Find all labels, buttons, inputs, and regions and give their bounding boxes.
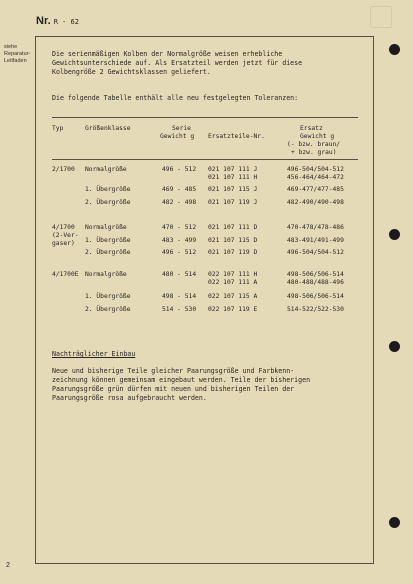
note-line: zeichnung können gemeinsam eingebaut werden. Teile der bisherigen xyxy=(52,376,311,384)
cell-serie-gewicht: 498 - 514 xyxy=(162,293,197,300)
side-reference-note xyxy=(4,44,30,65)
cell-groessenklasse: 1. Übergröße xyxy=(85,293,131,300)
cell-ersatzteile-nr: 021 107 119 J xyxy=(208,199,258,206)
cell-ersatz-gewicht: 514-522/522-530 xyxy=(287,306,344,313)
cell-ersatz-gewicht: 496-504/504-512 xyxy=(287,166,344,173)
cell-serie-gewicht: 480 - 514 xyxy=(162,271,197,278)
header-ersatz-gewicht: Gewicht g xyxy=(300,133,335,140)
intro-line: Kolbengröße 2 Gewichtsklassen geliefert. xyxy=(52,68,211,76)
punch-hole xyxy=(389,517,400,528)
cell-ersatz-gewicht: 456-464/464-472 xyxy=(287,174,344,181)
header-serie-gewicht: Gewicht g xyxy=(160,133,195,140)
cell-ersatz-gewicht: 470-478/478-486 xyxy=(287,224,344,231)
table-intro: Die folgende Tabelle enthält alle neu festgelegten Toleranzen: xyxy=(52,94,299,102)
cell-serie-gewicht: 496 - 512 xyxy=(162,249,197,256)
cell-typ: 4/1700 xyxy=(52,224,75,231)
cell-groessenklasse: 2. Übergröße xyxy=(85,249,131,256)
corner-stamp xyxy=(370,6,392,28)
punch-hole xyxy=(389,229,400,240)
cell-groessenklasse: Normalgröße xyxy=(85,224,127,231)
punch-hole xyxy=(389,44,400,55)
cell-typ: 2/1700 xyxy=(52,166,75,173)
cell-ersatz-gewicht: 469-477/477-485 xyxy=(287,186,344,193)
note-line: Paarungsgröße grün dürfen mit neuen und bisherigen Teilen der xyxy=(52,385,295,393)
cell-groessenklasse: 1. Übergröße xyxy=(85,237,131,244)
table-header-rule xyxy=(52,159,358,160)
header-serie: Serie xyxy=(172,125,191,132)
cell-ersatzteile-nr: 021 107 115 D xyxy=(208,237,258,244)
cell-ersatz-gewicht: 498-506/506-514 xyxy=(287,293,344,300)
cell-ersatzteile-nr: 022 107 111 A xyxy=(208,279,258,286)
cell-groessenklasse: Normalgröße xyxy=(85,271,127,278)
cell-serie-gewicht: 469 - 485 xyxy=(162,186,197,193)
cell-serie-gewicht: 482 - 498 xyxy=(162,199,197,206)
cell-groessenklasse: 2. Übergröße xyxy=(85,306,131,313)
intro-line: Gewichtsunterschiede auf. Als Ersatzteil werden jetzt für diese xyxy=(52,59,303,67)
cell-serie-gewicht: 514 - 530 xyxy=(162,306,197,313)
side-note-line: Leitfaden xyxy=(4,58,27,64)
nr-value: R - 62 xyxy=(53,18,79,26)
note-line: Paarungsgröße rosa aufgebraucht werden. xyxy=(52,394,207,402)
cell-ersatzteile-nr: 022 107 115 A xyxy=(208,293,258,300)
header-ersatz-legend: + bzw. grau) xyxy=(291,149,337,156)
note-title: Nachträglicher Einbau xyxy=(52,350,136,358)
cell-ersatz-gewicht: 480-488/488-496 xyxy=(287,279,344,286)
side-note-line: siehe xyxy=(4,44,18,50)
cell-serie-gewicht: 483 - 499 xyxy=(162,237,197,244)
document-number xyxy=(36,15,79,27)
cell-typ: 4/1700E xyxy=(52,271,79,278)
table-top-rule xyxy=(52,117,358,118)
cell-ersatz-gewicht: 482-490/490-498 xyxy=(287,199,344,206)
cell-ersatz-gewicht: 498-506/506-514 xyxy=(287,271,344,278)
cell-typ: (2-Ver- xyxy=(52,232,79,239)
header-groessenklasse: Größenklasse xyxy=(85,125,131,132)
cell-groessenklasse: 2. Übergröße xyxy=(85,199,131,206)
header-ersatzteile-nr: Ersatzteile-Nr. xyxy=(208,133,265,140)
cell-ersatzteile-nr: 022 107 119 E xyxy=(208,306,258,313)
page-number: 2 xyxy=(6,562,10,569)
intro-line: Die serienmäßigen Kolben der Normalgröße weisen erhebliche xyxy=(52,50,283,58)
cell-ersatzteile-nr: 022 107 111 H xyxy=(208,271,258,278)
nr-label: Nr. xyxy=(36,15,51,27)
cell-ersatzteile-nr: 021 107 111 H xyxy=(208,174,258,181)
header-typ: Typ xyxy=(52,125,64,132)
cell-groessenklasse: Normalgröße xyxy=(85,166,127,173)
side-note-line: Reparatur- xyxy=(4,51,31,57)
header-ersatz-legend: (- bzw. braun/ xyxy=(287,141,341,148)
punch-hole xyxy=(389,341,400,352)
cell-ersatzteile-nr: 021 107 119 D xyxy=(208,249,258,256)
cell-ersatzteile-nr: 021 107 115 J xyxy=(208,186,258,193)
cell-ersatzteile-nr: 021 107 111 J xyxy=(208,166,258,173)
header-ersatz: Ersatz xyxy=(300,125,323,132)
cell-groessenklasse: 1. Übergröße xyxy=(85,186,131,193)
cell-typ: gaser) xyxy=(52,240,75,247)
cell-ersatz-gewicht: 483-491/491-499 xyxy=(287,237,344,244)
cell-serie-gewicht: 496 - 512 xyxy=(162,166,197,173)
note-line: Neue und bisherige Teile gleicher Paarungsgröße und Farbkenn- xyxy=(52,367,295,375)
cell-ersatzteile-nr: 021 107 111 D xyxy=(208,224,258,231)
cell-serie-gewicht: 470 - 512 xyxy=(162,224,197,231)
cell-ersatz-gewicht: 496-504/504-512 xyxy=(287,249,344,256)
